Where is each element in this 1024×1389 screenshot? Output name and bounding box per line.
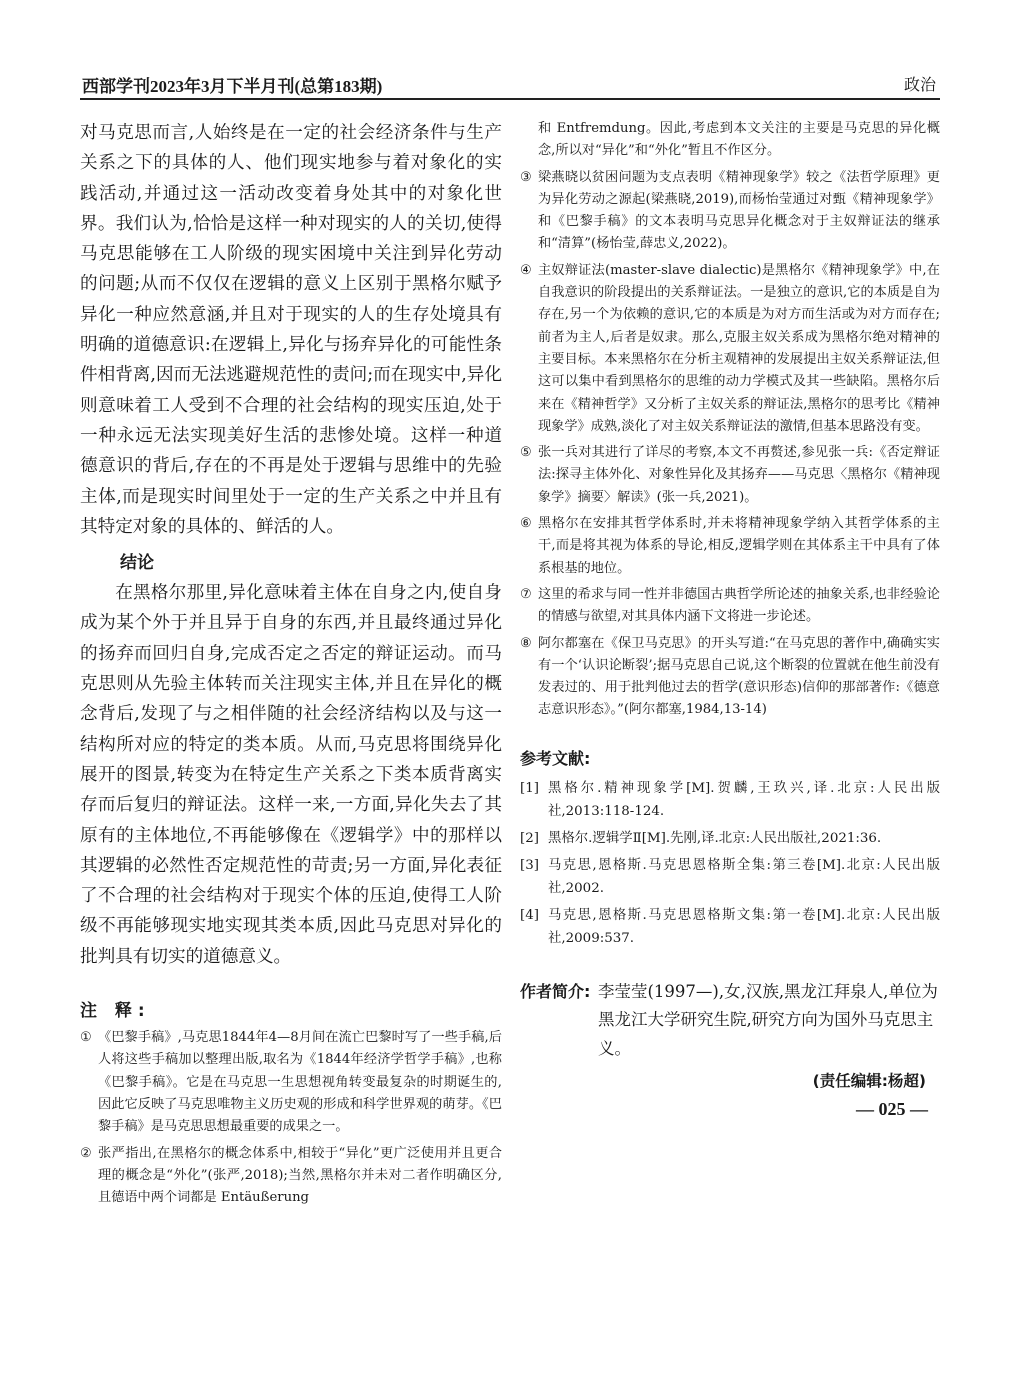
reference-number: [1] — [520, 780, 539, 796]
note-item — [80, 1143, 502, 1210]
reference-item — [520, 854, 940, 900]
note-number: ⑤ — [520, 445, 532, 461]
note-number: ② — [80, 1145, 92, 1161]
note-number: ③ — [520, 169, 532, 185]
note-item — [520, 513, 940, 580]
note-number: ④ — [520, 262, 532, 278]
references-heading: 参考文献: — [520, 748, 591, 768]
left-column — [80, 118, 502, 1213]
body-paragraph: 对马克思而言,人始终是在一定的社会经济条件与生产关系之下的具体的人、他们现实地参与着对象化的实践活动,并通过这一活动改变着身处其中的对象化世界。我们认为,恰恰是这样一种对现实的人的关切,使得马克思能够在工人阶级的现实困境中关注到异化劳动的问题;从而不仅仅在逻辑的意义上区别于黑格尔赋予异化一种应然意涵,并且对于现实的人的生存处境具有明确的道德意识:在逻辑上,异化与扬弃异化的可能性条件相背离,因而无法逃避规范性的责问;而在现实中,异化则意味着工人受到不合理的社会结构的现实压迫,处于一种永远无法实现美好生活的悲惨处境。这样一种道德意识的背后,存在的不再是处于逻辑与思维中的先验主体,而是现实时间里处于一定的生产关系之中并且有其特定对象的具体的、鲜活的人。 — [80, 123, 502, 537]
note-text: 阿尔都塞在《保卫马克思》的开头写道:“在马克思的著作中,确确实实有一个‘认识论断裂’;据马克思自己说,这个断裂的位置就在他生前没有发表过的、用于批判他过去的哲学(意识形态)信仰的那部著作:《德意志意识形态》。”(阿尔都塞,1984,13-14) — [538, 635, 940, 718]
right-column — [520, 118, 940, 1120]
note-item — [520, 167, 940, 256]
note-text: 张一兵对其进行了详尽的考察,本文不再赘述,参见张一兵:《否定辩证法:探寻主体外化、对象性异化及其扬弃——马克思〈黑格尔《精神现象学》摘要〉解读》(张一兵,2021)。 — [538, 445, 940, 505]
author-bio-label: 作者简介: — [520, 981, 591, 1001]
section-label: 政治 — [903, 75, 936, 94]
body-paragraph: 在黑格尔那里,异化意味着主体在自身之内,使自身成为某个外于并且异于自身的东西,并且最终通过异化的扬弃而回归自身,完成否定之否定的辩证运动。而马克思则从先验主体转而关注现实主体,并且在异化的概念背后,发现了与之相伴随的社会经济结构以及与这一结构所对应的特定的类本质。从而,马克思将围绕异化展开的图景,转变为在特定生产关系之下类本质背离实存而后复归的辩证法。这样一来,一方面,异化失去了其原有的主体地位,不再能够像在《逻辑学》中的那样以其逻辑的必然性否定规范性的苛责;另一方面,异化表征了不合理的社会结构对于现实个体的压迫,使得工人阶级不再能够现实地实现其类本质,因此马克思对异化的批判具有切实的道德意义。 — [80, 583, 502, 967]
note-item — [80, 1027, 502, 1138]
note-number: ⑥ — [520, 516, 532, 532]
notes-heading: 注 释: — [80, 1001, 151, 1022]
note-number: ① — [80, 1030, 92, 1046]
note-item — [520, 633, 940, 722]
journal-issue: 西部学刊2023年3月下半月刊(总第183期) — [82, 77, 383, 96]
page-header — [80, 66, 940, 100]
note-number: ⑧ — [520, 635, 532, 651]
note-text: 这里的希求与同一性并非德国古典哲学所论述的抽象关系,也非经验论的情感与欲望,对其具体内涵下文将进一步论述。 — [538, 586, 940, 625]
note-text: 黑格尔在安排其哲学体系时,并未将精神现象学纳入其哲学体系的主干,而是将其视为体系的导论,相反,逻辑学则在其体系主干中具有了体系根基的地位。 — [538, 516, 940, 576]
reference-text: 马克思,恩格斯.马克思恩格斯文集:第一卷[M].北京:人民出版社,2009:537. — [548, 907, 940, 946]
conclusion-heading: 结论 — [120, 553, 154, 574]
author-bio-text: 李莹莹(1997—),女,汉族,黑龙江拜泉人,单位为黑龙江大学研究生院,研究方向为国外马克思主义。 — [598, 981, 938, 1058]
reference-number: [4] — [520, 907, 539, 923]
note-item — [520, 260, 940, 438]
note-item — [520, 584, 940, 629]
note-text: 和 Entfremdung。因此,考虑到本文关注的主要是马克思的异化概念,所以对“异化”和“外化”暂且不作区分。 — [538, 121, 940, 159]
note-number: ⑦ — [520, 586, 532, 602]
reference-item — [520, 827, 940, 850]
responsible-editor: (责任编辑:杨超) — [812, 1072, 926, 1091]
note-continuation — [520, 118, 940, 163]
reference-number: [3] — [520, 857, 539, 873]
reference-item — [520, 904, 940, 950]
reference-text: 马克思,恩格斯.马克思恩格斯全集:第三卷[M].北京:人民出版社,2002. — [548, 857, 940, 896]
reference-item — [520, 777, 940, 823]
note-item — [520, 442, 940, 509]
reference-text: 黑格尔.逻辑学Ⅱ[M].先刚,译.北京:人民出版社,2021:36. — [548, 830, 882, 846]
note-text: 主奴辩证法(master-slave dialectic)是黑格尔《精神现象学》中,在自我意识的阶段提出的关系辩证法。一是独立的意识,它的本质是自为存在,另一个为依赖的意识,它的本质是为对方而生活或为对方而存在;前者为主人,后者是奴隶。那么,克服主奴关系成为黑格尔绝对精神的主要目标。本来黑格尔在分析主观精神的发展提出主奴关系辩证法,但这可以集中看到黑格尔的思维的动力学模式及其一些缺陷。黑格尔后来在《精神哲学》又分析了主奴关系的辩证法,黑格尔的思考比《精神现象学》成熟,淡化了对主奴关系辩证法的激情,但基本思路没有变。 — [538, 262, 940, 434]
reference-number: [2] — [520, 830, 539, 846]
author-bio — [520, 978, 940, 1064]
note-text: 张严指出,在黑格尔的概念体系中,相较于“异化”更广泛使用并且更合理的概念是“外化”(张严,2018);当然,黑格尔并未对二者作明确区分,且德语中两个词都是 Entäußerung — [98, 1145, 502, 1206]
note-text: 《巴黎手稿》,马克思1844年4—8月间在流亡巴黎时写了一些手稿,后人将这些手稿加以整理出版,取名为《1844年经济学哲学手稿》,也称《巴黎手稿》。它是在马克思一生思想视角转变最复杂的时期诞生的,因此它反映了马克思唯物主义历史观的形成和科学世界观的萌芽。《巴黎手稿》是马克思思想最重要的成果之一。 — [98, 1030, 502, 1135]
note-text: 梁燕晓以贫困问题为支点表明《精神现象学》较之《法哲学原理》更为异化劳动之源起(梁燕晓,2019),而杨怡莹通过对甄《精神现象学》和《巴黎手稿》的文本表明马克思异化概念对于主奴辩证法的继承和“清算”(杨怡莹,薛忠义,2022)。 — [538, 169, 940, 252]
page-number: — 025 — — [856, 1099, 928, 1120]
reference-text: 黑格尔.精神现象学[M].贺麟,王玖兴,译.北京:人民出版社,2013:118-124. — [548, 780, 940, 819]
